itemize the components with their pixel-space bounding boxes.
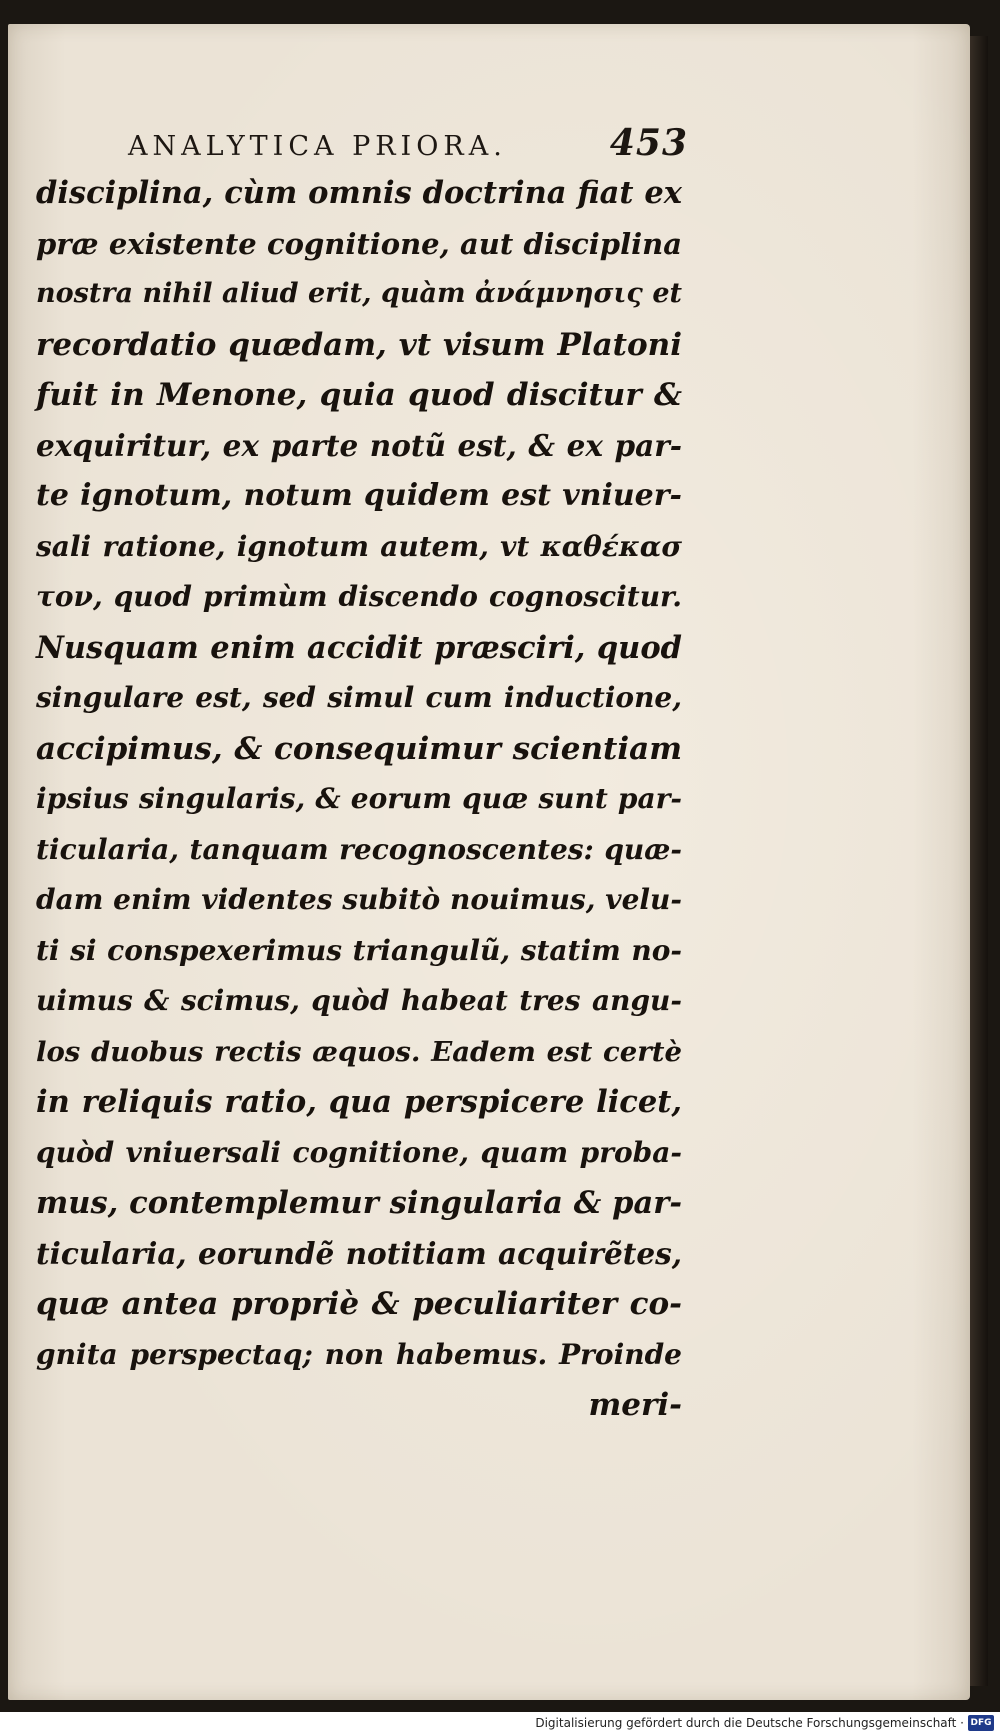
footer-bar [0,1712,1000,1735]
text-line: los duobus rectis æquos. Eadem est certè [36,1035,682,1068]
text-line: τον, quod primùm discendo cognoscitur. [36,580,682,613]
text-line: mus, contemplemur singularia & par- [36,1185,682,1221]
text-line: Nusquam enim accidit præsciri, quod [36,629,682,666]
running-head [128,122,688,164]
text-line: quæ antea propriè & peculiariter co- [36,1286,682,1322]
text-line: recordatio quædam, vt visum Platoni [36,326,682,363]
book-binding-edge [968,36,988,1686]
running-head-title: ANALYTICA PRIORA. [128,131,507,162]
text-line: singulare est, sed simul cum inductione, [36,681,682,714]
text-line: ticularia, eorundẽ notitiam acquirẽtes, [36,1235,682,1271]
text-line: disciplina, cùm omnis doctrina fiat ex [36,175,682,211]
funding-credit: Digitalisierung gefördert durch die Deutsche Forschungsgemeinschaft · [535,1716,964,1730]
text-line: in reliquis ratio, qua perspicere licet, [36,1084,682,1120]
text-line: te ignotum, notum quidem est vniuer- [36,478,682,513]
text-line: ti si conspexerimus triangulũ, statim no- [36,933,682,967]
text-line: accipimus, & consequimur scientiam [36,730,682,767]
text-line: dam enim videntes subitò nouimus, velu- [36,883,682,916]
text-line: quòd vniuersali cognitione, quam proba- [36,1135,682,1169]
page-number: 453 [609,122,688,164]
text-line: exquiritur, ex parte notũ est, & ex par- [36,427,682,463]
text-line: præ existente cognitione, aut disciplina [36,226,682,261]
text-line: uimus & scimus, quòd habeat tres angu- [36,984,682,1017]
text-line: fuit in Menone, quia quod discitur & [36,377,682,413]
text-line: gnita perspectaq; non habemus. Proinde [36,1337,682,1371]
body-text [36,168,682,1431]
dfg-logo: DFG [968,1715,994,1731]
text-line: ipsius singularis, & eorum quæ sunt par- [36,782,682,815]
text-line: nostra nihil aliud erit, quàm ἀνάμνησις et [36,278,682,309]
text-line: sali ratione, ignotum autem, vt καθέκασ [36,529,682,563]
text-line: ticularia, tanquam recognoscentes: quæ- [36,832,682,866]
text-line: meri- [588,1387,682,1423]
